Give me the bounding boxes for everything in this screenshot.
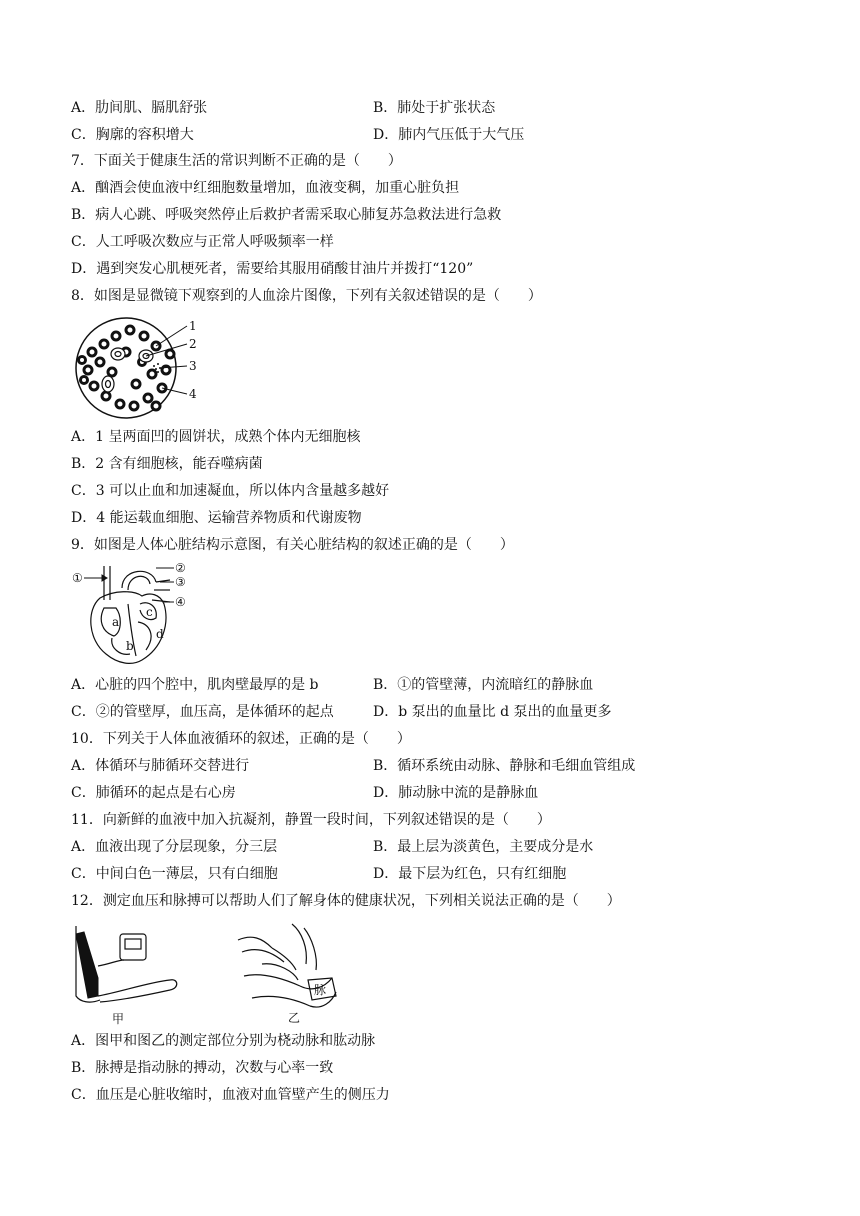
q7-option-c: C．人工呼吸次数应与正常人呼吸频率一样 [71, 234, 334, 250]
q10-option-a: A．体循环与肺循环交替进行 [71, 758, 250, 774]
q6-option-d: D．肺内气压低于大气压 [373, 127, 525, 143]
q7-option-a: A．酗酒会使血液中红细胞数量增加，血液变稠，加重心脏负担 [71, 180, 460, 196]
pulse-figure-yi [232, 918, 342, 1026]
smear-label-3: 3 [189, 359, 197, 373]
heart-label-d: d [156, 627, 164, 641]
figure-label-jia: 甲 [112, 1012, 125, 1026]
q10-stem: 10．下列关于人体血液循环的叙述，正确的是（ ） [71, 731, 411, 747]
q8-option-a: A．1 呈两面凹的圆饼状，成熟个体内无细胞核 [71, 429, 361, 445]
heart-label-a: a [112, 615, 120, 629]
heart-label-2: ② [175, 561, 186, 575]
heart-diagram [70, 560, 200, 670]
q9-option-a: A．心脏的四个腔中，肌肉壁最厚的是 b [71, 677, 319, 693]
q11-option-b: B．最上层为淡黄色，主要成分是水 [373, 839, 594, 855]
q12-option-a: A．图甲和图乙的测定部位分别为桡动脉和肱动脉 [71, 1033, 376, 1049]
q8-option-b: B．2 含有细胞核，能吞噬病菌 [71, 456, 263, 472]
q7-option-d: D．遇到突发心肌梗死者，需要给其服用硝酸甘油片并拨打“120” [71, 261, 474, 277]
heart-label-4: ④ [175, 595, 186, 609]
heart-label-3: ③ [175, 575, 186, 589]
q9-option-d: D．b 泵出的血量比 d 泵出的血量更多 [373, 704, 612, 720]
q7-option-b: B．病人心跳、呼吸突然停止后救护者需采取心肺复苏急救法进行急救 [71, 207, 502, 223]
heart-label-c: c [146, 605, 153, 619]
q6-option-c: C．胸廓的容积增大 [71, 127, 194, 143]
q9-option-c: C．②的管壁厚，血压高，是体循环的起点 [71, 704, 334, 720]
q9-stem: 9．如图是人体心脏结构示意图，有关心脏结构的叙述正确的是（ ） [71, 537, 514, 553]
blood-pressure-figure-jia [70, 916, 185, 1028]
q11-stem: 11．向新鲜的血液中加入抗凝剂，静置一段时间，下列叙述错误的是（ ） [71, 812, 551, 828]
q8-option-d: D．4 能运载血细胞、运输营养物质和代谢废物 [71, 510, 362, 526]
figure-label-mai: 脉 [314, 983, 327, 997]
q9-option-b: B．①的管壁薄，内流暗红的静脉血 [373, 677, 594, 693]
q6-option-a: A．肋间肌、膈肌舒张 [71, 100, 208, 116]
q10-option-b: B．循环系统由动脉、静脉和毛细血管组成 [373, 758, 636, 774]
heart-label-1: ① [72, 571, 83, 585]
heart-label-b: b [126, 639, 134, 653]
q11-option-c: C．中间白色一薄层，只有白细胞 [71, 866, 278, 882]
q11-option-d: D．最下层为红色，只有红细胞 [373, 866, 567, 882]
q8-stem: 8．如图是显微镜下观察到的人血涂片图像，下列有关叙述错误的是（ ） [71, 288, 542, 304]
q6-option-b: B．肺处于扩张状态 [373, 100, 496, 116]
q11-option-a: A．血液出现了分层现象，分三层 [71, 839, 278, 855]
q8-option-c: C．3 可以止血和加速凝血，所以体内含量越多越好 [71, 483, 390, 499]
smear-label-2: 2 [189, 337, 197, 351]
figure-label-yi: 乙 [288, 1011, 301, 1025]
q7-stem: 7．下面关于健康生活的常识判断不正确的是（ ） [71, 153, 402, 169]
q10-option-c: C．肺循环的起点是右心房 [71, 785, 236, 801]
blood-smear-figure [70, 314, 210, 422]
q12-option-b: B．脉搏是指动脉的搏动，次数与心率一致 [71, 1060, 334, 1076]
smear-label-1: 1 [189, 319, 197, 333]
q12-option-c: C．血压是心脏收缩时，血液对血管壁产生的侧压力 [71, 1087, 390, 1103]
q10-option-d: D．肺动脉中流的是静脉血 [373, 785, 539, 801]
smear-label-4: 4 [189, 387, 197, 401]
q12-stem: 12．测定血压和脉搏可以帮助人们了解身体的健康状况，下列相关说法正确的是（ ） [71, 893, 621, 909]
